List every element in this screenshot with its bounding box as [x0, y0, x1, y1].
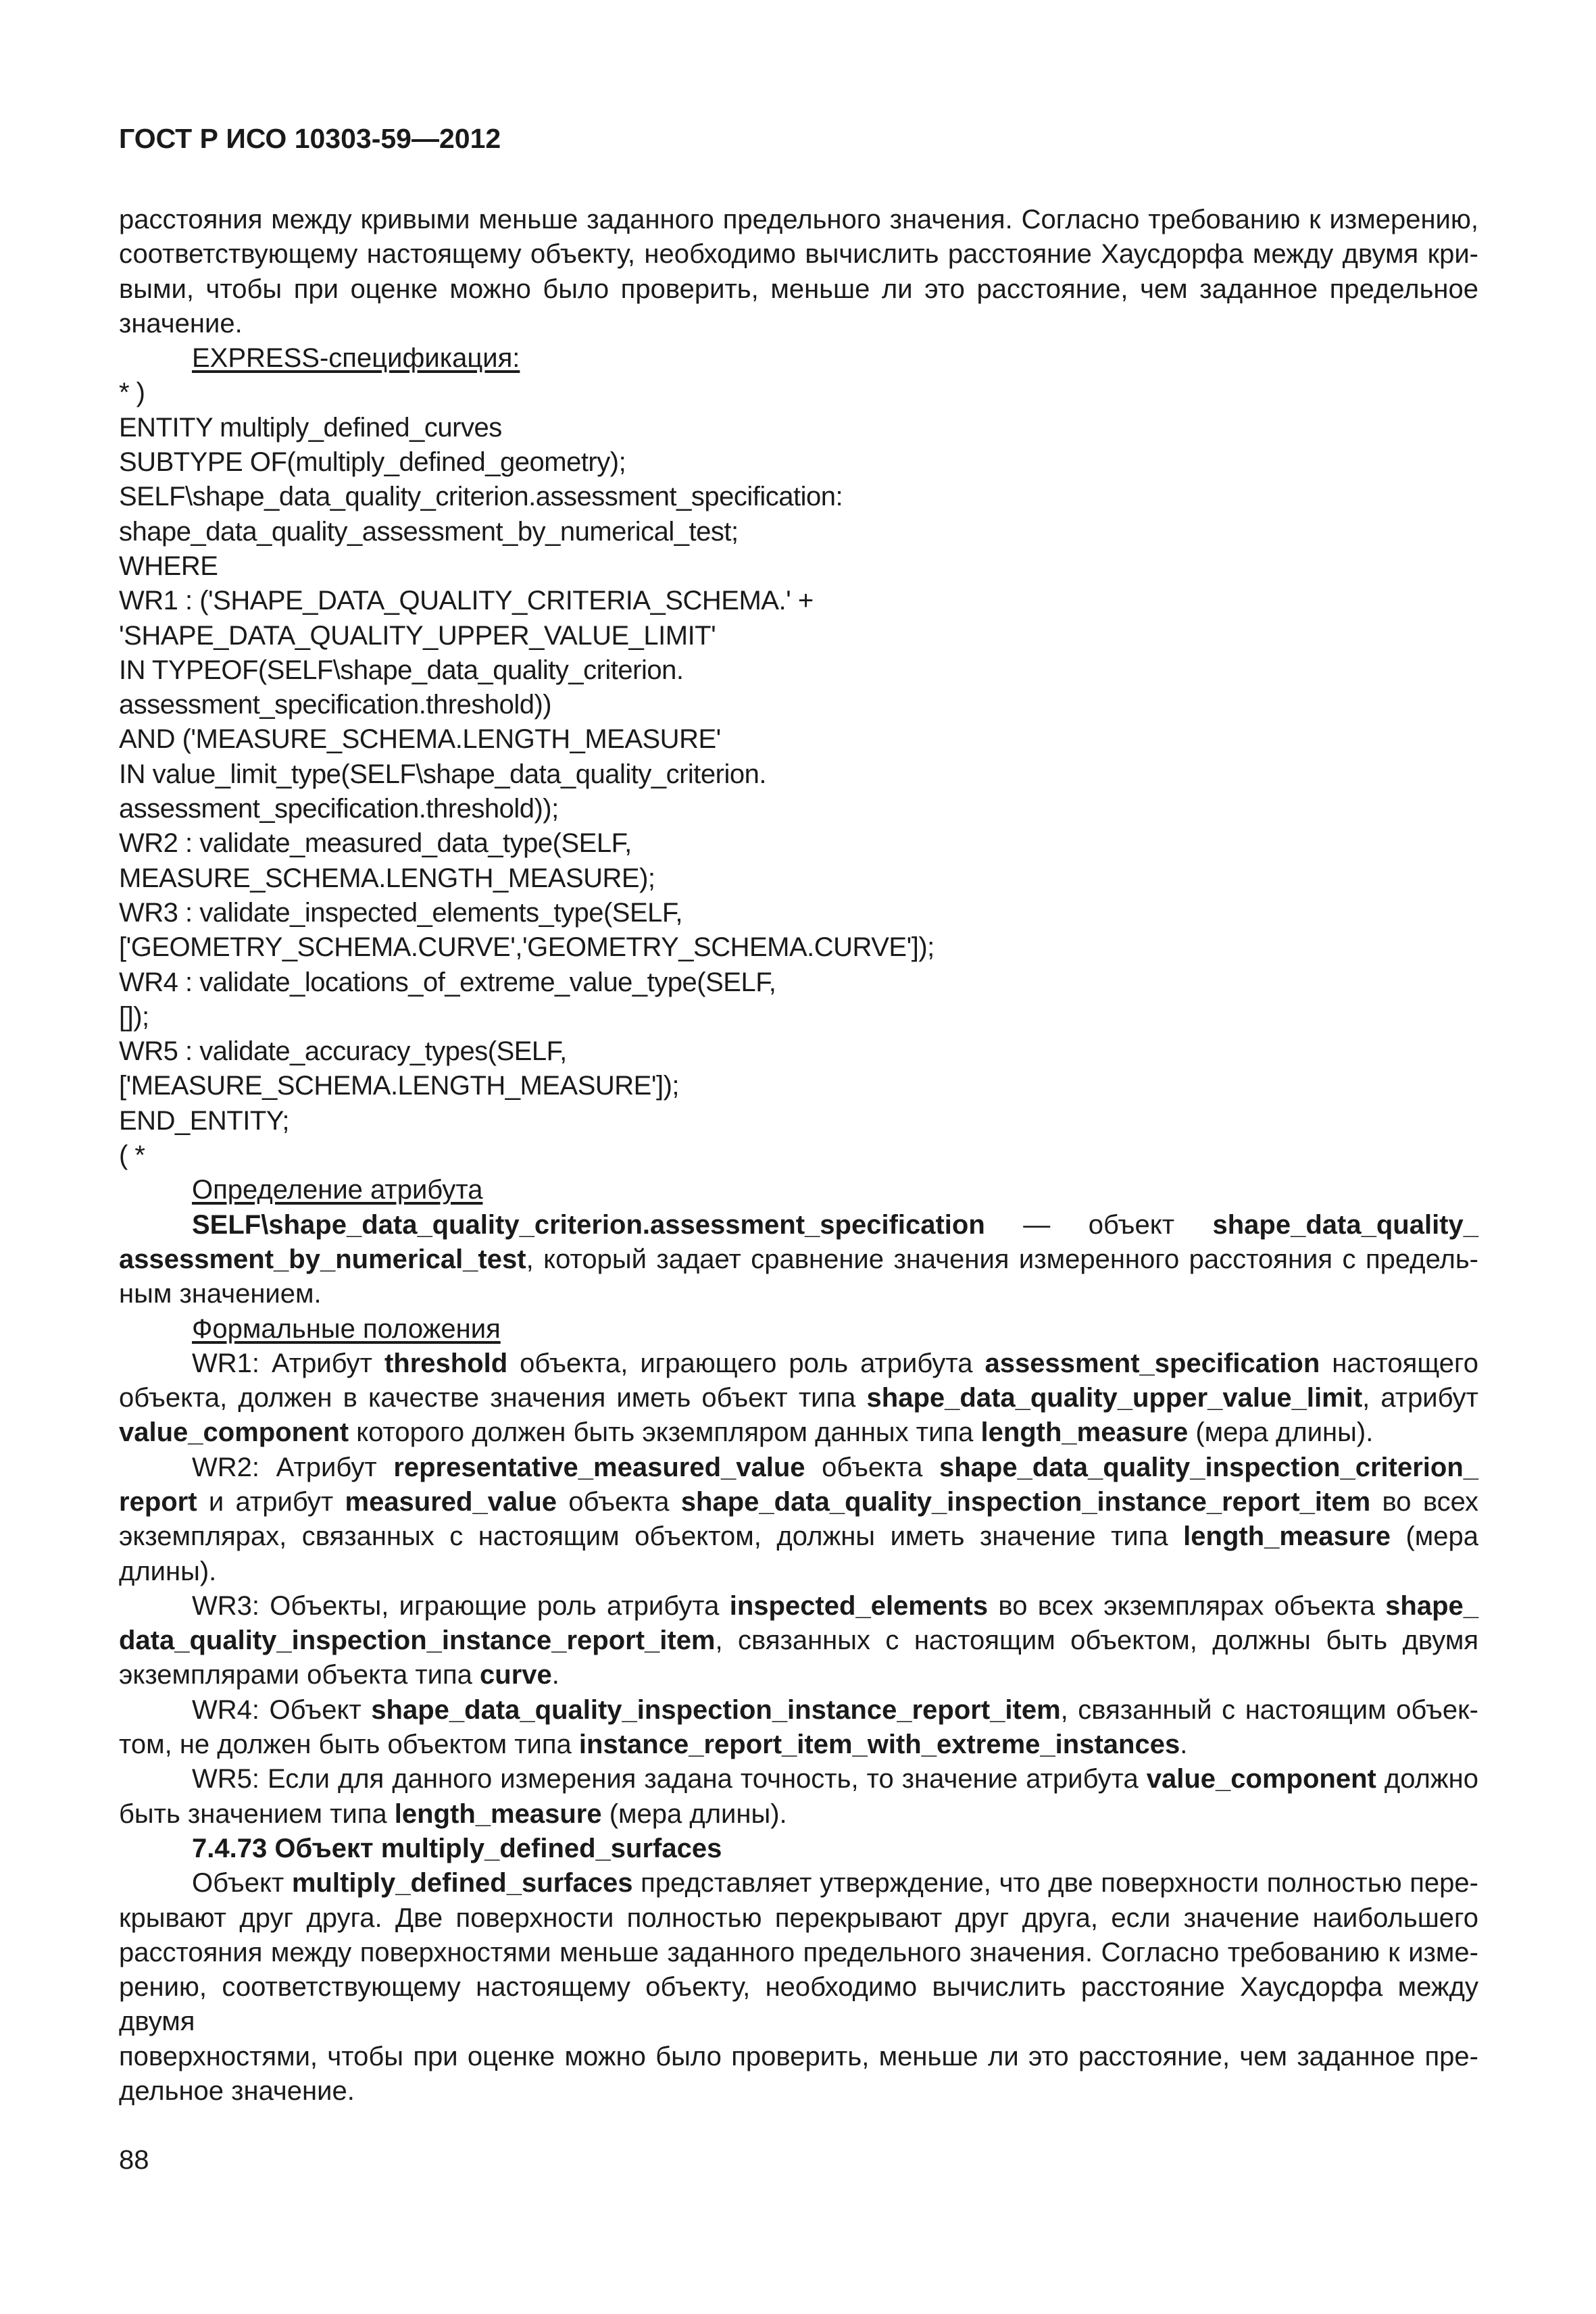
text-line: SELF\shape_data_quality_criterion.assessment_specification — объект shape_data_quality_ [192, 1209, 1478, 1240]
rules-heading: Формальные положения [192, 1313, 501, 1344]
rule-wr1: WR1: Атрибут threshold объекта, играющего роль атрибута assessment_specification настоящего [192, 1348, 1478, 1378]
text-line: выми, чтобы при оценке можно было проверить, меньше ли это расстояние, чем заданное предельное [119, 274, 1478, 304]
code-line: END_ENTITY; [119, 1105, 289, 1136]
text-line: assessment_by_numerical_test, который задает сравнение значения измеренного расстояния с предель- [119, 1244, 1478, 1274]
code-line: ENTITY multiply_defined_curves [119, 412, 502, 443]
page-body [119, 203, 1478, 2109]
code-line: []); [119, 1001, 149, 1032]
text-line: соответствующему настоящему объекту, необходимо вычислить расстояние Хаусдорфа между двумя кри- [119, 239, 1478, 270]
section-heading: 7.4.73 Объект multiply_defined_surfaces [192, 1833, 722, 1863]
code-line: SELF\shape_data_quality_criterion.assessment_specification: [119, 482, 843, 512]
express-code [119, 376, 1478, 1173]
text-line: быть значением типа length_measure (мера длины). [119, 1799, 787, 1829]
code-line: MEASURE_SCHEMA.LENGTH_MEASURE); [119, 863, 655, 893]
code-line: IN TYPEOF(SELF\shape_data_quality_criterion. [119, 655, 684, 685]
text-line: поверхностями, чтобы при оценке можно было проверить, меньше ли это расстояние, чем заданное пре- [119, 2041, 1478, 2071]
text-line: ным значением. [119, 1279, 322, 1309]
text-line: расстояния между поверхностями меньше заданного предельного значения. Согласно требованию к изме- [119, 1937, 1478, 1967]
text-line: длины). [119, 1556, 217, 1586]
text-line: экземплярах, связанных с настоящим объектом, должны иметь значение типа length_measure (мера [119, 1521, 1479, 1552]
text-line: рению, соответствующему настоящему объекту, необходимо вычислить расстояние Хаусдорфа между двумя [119, 1972, 1478, 2037]
rule-wr5: WR5: Если для данного измерения задана точность, то значение атрибута value_component должно [192, 1764, 1478, 1794]
page-header: ГОСТ Р ИСО 10303-59—2012 [119, 123, 501, 154]
code-line: shape_data_quality_assessment_by_numerical_test; [119, 516, 739, 547]
text-line: дельное значение. [119, 2076, 355, 2107]
express-heading: EXPRESS-спецификация: [192, 343, 520, 374]
rule-wr4: WR4: Объект shape_data_quality_inspection_instance_report_item, связанный с настоящим объек- [192, 1694, 1479, 1725]
code-line: WR2 : validate_measured_data_type(SELF, [119, 828, 632, 859]
code-line: assessment_specification.threshold)) [119, 690, 552, 720]
text-line: том, не должен быть объектом типа instance_report_item_with_extreme_instances. [119, 1730, 1188, 1760]
code-line: IN value_limit_type(SELF\shape_data_quality_criterion. [119, 759, 766, 789]
text-line: крывают друг друга. Две поверхности полностью перекрывают друг друга, если значение наибольшего [119, 1903, 1478, 1933]
text-line: объекта, должен в качестве значения иметь объект типа shape_data_quality_upper_value_limit, атрибут [119, 1383, 1479, 1413]
code-line: WR1 : ('SHAPE_DATA_QUALITY_CRITERIA_SCHEMA.' + [119, 586, 814, 616]
code-line: ['MEASURE_SCHEMA.LENGTH_MEASURE']); [119, 1071, 680, 1101]
code-line: SUBTYPE OF(multiply_defined_geometry); [119, 447, 626, 478]
text-line: расстояния между кривыми меньше заданного предельного значения. Согласно требованию к измерению, [119, 205, 1478, 234]
text-line: Объект multiply_defined_surfaces представляет утверждение, что две поверхности полностью пере- [192, 1868, 1478, 1898]
text-line: value_component которого должен быть экземпляром данных типа length_measure (мера длины). [119, 1417, 1374, 1448]
code-line: AND ('MEASURE_SCHEMA.LENGTH_MEASURE' [119, 724, 721, 755]
text-line: экземплярами объекта типа curve. [119, 1660, 559, 1690]
text-line: data_quality_inspection_instance_report_item, связанных с настоящим объектом, должны быть двумя [119, 1626, 1478, 1656]
code-line: WHERE [119, 551, 218, 581]
code-line: * ) [119, 378, 145, 408]
rule-wr2: WR2: Атрибут representative_measured_value объекта shape_data_quality_inspection_criterion_ [192, 1452, 1478, 1482]
code-line: ( * [119, 1140, 145, 1171]
code-line: WR5 : validate_accuracy_types(SELF, [119, 1036, 567, 1067]
text-line: значение. [119, 308, 243, 338]
attribute-heading: Определение атрибута [192, 1175, 483, 1205]
rule-wr3: WR3: Объекты, играющие роль атрибута inspected_elements во всех экземплярах объекта shape_ [192, 1590, 1478, 1621]
code-line: 'SHAPE_DATA_QUALITY_UPPER_VALUE_LIMIT' [119, 620, 716, 651]
code-line: assessment_specification.threshold)); [119, 794, 559, 824]
code-line: ['GEOMETRY_SCHEMA.CURVE','GEOMETRY_SCHEMA.CURVE']); [119, 932, 934, 963]
code-line: WR4 : validate_locations_of_extreme_value_type(SELF, [119, 967, 776, 997]
text-line: report и атрибут measured_value объекта shape_data_quality_inspection_instance_report_item во всех [119, 1486, 1478, 1517]
code-line: WR3 : validate_inspected_elements_type(SELF, [119, 897, 683, 928]
page-number: 88 [119, 2145, 149, 2175]
